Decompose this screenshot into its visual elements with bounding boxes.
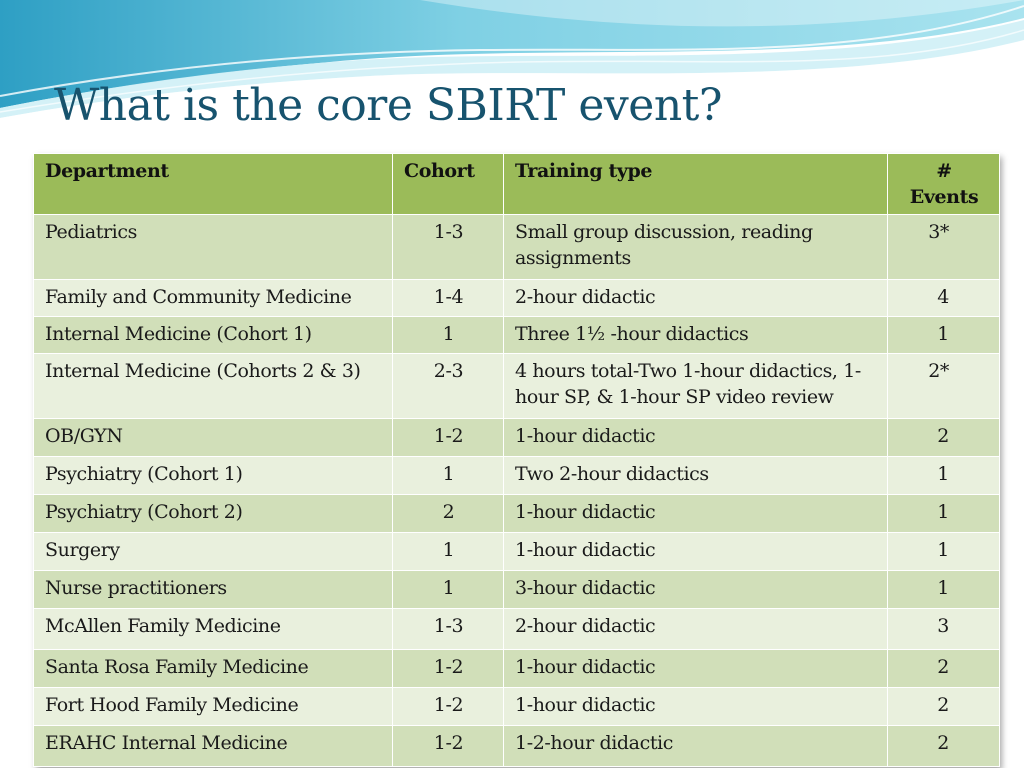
cell-events: 4 <box>888 280 1000 317</box>
cell-department: Surgery <box>34 533 393 571</box>
header-events: # Events <box>888 154 1000 215</box>
cell-events: 2 <box>888 419 1000 457</box>
table-row <box>34 215 1000 280</box>
cell-events: 1 <box>888 571 1000 609</box>
cell-events: 2 <box>888 726 1000 767</box>
cell-department: Santa Rosa Family Medicine <box>34 650 393 688</box>
cell-events: 1 <box>888 457 1000 495</box>
cell-department: McAllen Family Medicine <box>34 609 393 650</box>
cell-department: Internal Medicine (Cohorts 2 & 3) <box>34 354 393 419</box>
cell-events: 1 <box>888 317 1000 354</box>
cell-department: ERAHC Internal Medicine <box>34 726 393 767</box>
table-row <box>34 726 1000 767</box>
table-row <box>34 609 1000 650</box>
cell-events: 2 <box>888 650 1000 688</box>
slide-title: What is the core SBIRT event? <box>54 80 722 131</box>
cell-department: Family and Community Medicine <box>34 280 393 317</box>
cell-training-type: Three 1½ -hour didactics <box>504 317 888 354</box>
cell-events: 1 <box>888 533 1000 571</box>
cell-cohort: 1-4 <box>393 280 504 317</box>
table-header-row <box>34 154 1000 215</box>
cell-training-type: 1-2-hour didactic <box>504 726 888 767</box>
table-row <box>34 688 1000 726</box>
cell-training-type: 3-hour didactic <box>504 571 888 609</box>
cell-department: Internal Medicine (Cohort 1) <box>34 317 393 354</box>
cell-cohort: 1-2 <box>393 688 504 726</box>
cell-training-type: 2-hour didactic <box>504 280 888 317</box>
table-row <box>34 317 1000 354</box>
table-row <box>34 419 1000 457</box>
cell-training-type: 4 hours total-Two 1-hour didactics, 1-hour SP, & 1-hour SP video review <box>504 354 888 419</box>
cell-cohort: 1-3 <box>393 609 504 650</box>
cell-department: Psychiatry (Cohort 1) <box>34 457 393 495</box>
table-row <box>34 354 1000 419</box>
training-table-container <box>33 153 999 767</box>
table-row <box>34 650 1000 688</box>
training-table <box>33 153 1000 767</box>
cell-department: Nurse practitioners <box>34 571 393 609</box>
table-row <box>34 495 1000 533</box>
table-row <box>34 280 1000 317</box>
cell-cohort: 1-2 <box>393 419 504 457</box>
cell-training-type: 1-hour didactic <box>504 650 888 688</box>
cell-training-type: 2-hour didactic <box>504 609 888 650</box>
cell-cohort: 1-2 <box>393 726 504 767</box>
cell-training-type: 1-hour didactic <box>504 419 888 457</box>
cell-cohort: 1 <box>393 571 504 609</box>
header-cohort: Cohort <box>393 154 504 215</box>
cell-events: 1 <box>888 495 1000 533</box>
cell-cohort: 1-3 <box>393 215 504 280</box>
table-row <box>34 533 1000 571</box>
cell-cohort: 1 <box>393 317 504 354</box>
cell-cohort: 1 <box>393 533 504 571</box>
cell-cohort: 1 <box>393 457 504 495</box>
cell-cohort: 2-3 <box>393 354 504 419</box>
table-row <box>34 571 1000 609</box>
cell-events: 2 <box>888 688 1000 726</box>
cell-training-type: Two 2-hour didactics <box>504 457 888 495</box>
cell-cohort: 2 <box>393 495 504 533</box>
table-row <box>34 457 1000 495</box>
cell-events: 3 <box>888 609 1000 650</box>
cell-training-type: Small group discussion, reading assignments <box>504 215 888 280</box>
cell-events: 3* <box>888 215 1000 280</box>
cell-cohort: 1-2 <box>393 650 504 688</box>
cell-training-type: 1-hour didactic <box>504 495 888 533</box>
cell-department: OB/GYN <box>34 419 393 457</box>
header-department: Department <box>34 154 393 215</box>
cell-training-type: 1-hour didactic <box>504 688 888 726</box>
cell-department: Psychiatry (Cohort 2) <box>34 495 393 533</box>
cell-training-type: 1-hour didactic <box>504 533 888 571</box>
cell-events: 2* <box>888 354 1000 419</box>
cell-department: Pediatrics <box>34 215 393 280</box>
header-training-type: Training type <box>504 154 888 215</box>
cell-department: Fort Hood Family Medicine <box>34 688 393 726</box>
